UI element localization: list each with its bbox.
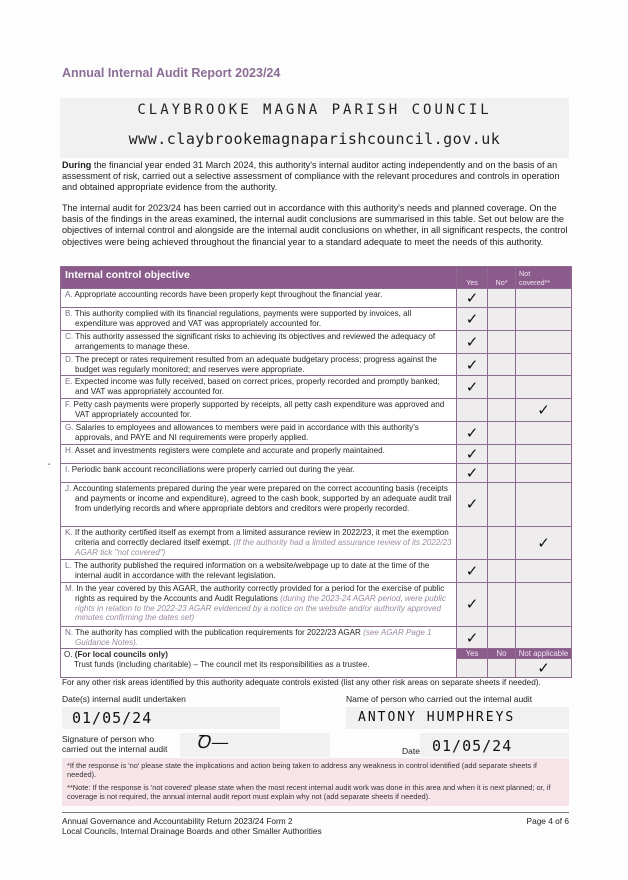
objective-letter: B. [65,309,73,318]
no-checkbox[interactable] [488,353,516,376]
objective-row [61,308,572,331]
objective-o-bold: (For local councils only) [74,650,168,659]
nc-checkbox[interactable] [516,289,572,308]
footnote-not-covered: **Note: If the response is 'not covered' please state when the most recent internal audit work was done in this area and when it is next planned; or, if coverage is not required, the annual internal audit report must explain why not (add separate sheets if needed). [67,783,551,801]
no-checkbox[interactable] [488,376,516,399]
nc-checkbox[interactable] [516,353,572,376]
objective-text-cell [61,330,457,353]
objective-text-cell [61,444,457,463]
nc-checkbox[interactable] [516,463,572,482]
objective-row [61,482,572,526]
authority-name-field[interactable] [60,98,569,158]
objective-letter: K. [65,527,73,537]
no-checkbox[interactable] [488,582,516,626]
page-title: Annual Internal Audit Report 2023/24 [62,66,281,80]
yes-checkbox[interactable]: ✓ [457,444,488,463]
objective-letter: F. [65,400,72,410]
authority-website-handwritten: www.claybrookemagnaparishcouncil.gov.uk [128,130,501,148]
no-checkbox[interactable] [488,308,516,331]
objective-letter: I. [65,464,70,474]
objective-text: Appropriate accounting records have been properly kept throughout the financial year. [74,290,383,299]
objective-row [61,559,572,582]
objective-text-cell [61,308,457,331]
no-checkbox[interactable] [488,482,516,526]
objective-text: In the year covered by this AGAR, the authority correctly provided for a period for the exercise of public rights as required by the Accounts and Audit Regulations [75,583,445,603]
objective-text-cell [61,463,457,482]
authority-name-handwritten: CLAYBROOKE MAGNA PARISH COUNCIL [137,102,492,118]
objective-text: Petty cash payments were properly supported by receipts, all petty cash expenditure was approved and VAT appropriately accounted for. [73,400,445,420]
other-risk-statement: For any other risk areas identified by this authority adequate controls existed (list any other risk areas on separate sheets if needed). [62,678,541,687]
objective-row [61,626,572,649]
no-checkbox[interactable] [488,422,516,445]
objective-letter: L. [65,560,72,570]
objective-text: Salaries to employees and allowances to members were paid in accordance with this authority's approvals, and PAYE and NI requirements were properly applied. [75,423,419,442]
objective-text: Periodic bank account reconciliations were properly carried out during the year. [71,464,355,474]
objective-text: The authority has complied with the publication requirements for 2022/23 AGAR [75,627,361,637]
no-checkbox[interactable] [488,399,516,422]
objective-letter: C. [65,331,74,341]
objective-text-cell [61,482,457,526]
signature-label: Signature of person who carried out the internal audit [62,734,168,754]
objective-letter: A. [65,290,73,299]
header-o-no: No [488,649,516,659]
intro-paragraph-2: The internal audit for 2023/24 has been carried out in accordance with this authority's needs and planned coverage. On the basis of the findings in the areas examined, the internal audit conclusions are summarised in this table. Set out below are the objectives of internal control and alongside are the internal audit conclusions on whether, in all significant respects, the control objectives were being achieved throughout the financial year to a standard adequate to meet the needs of this authority. [62,203,568,247]
objective-text-cell [61,582,457,626]
o-no-checkbox[interactable] [488,659,516,678]
signature-date-value: 01/05/24 [432,737,513,755]
objective-row [61,376,572,399]
objective-text-cell [61,626,457,649]
objective-text: The precept or rates requirement resulted from an adequate budgetary process; progress against the budget was regularly monitored; and reserves were appropriate. [75,354,437,374]
objective-row [61,526,572,559]
objective-letter: G. [65,423,74,433]
objective-letter: M. [65,583,74,593]
objective-row [61,463,572,482]
yes-checkbox[interactable]: ✓ [457,582,488,626]
objective-row [61,582,572,626]
nc-checkbox[interactable] [516,422,572,445]
yes-checkbox[interactable]: ✓ [457,463,488,482]
audit-dates-label: Date(s) internal audit undertaken [62,694,186,704]
objective-text: This authority assessed the significant risks to achieving its objectives and reviewed the adequacy of arrangements to manage these. [75,331,436,351]
footnote-no: *If the response is 'no' please state the implications and action being taken to address any weakness in control identified (add separate sheets if needed). [67,761,537,779]
objective-note: (If the authority had a limited assurance review of its 2022/23 AGAR tick "not covered") [75,537,452,557]
no-checkbox[interactable] [488,330,516,353]
no-checkbox[interactable] [488,463,516,482]
objective-o [61,649,457,678]
objective-letter: E. [65,377,73,387]
objective-letter: H. [65,445,74,455]
objective-text: Accounting statements prepared during the year were prepared on the correct accounting basis (receipts and payments or income and expenditure), agreed to the cash book, supported by an adequate audit trail from underlying records and where appropriate debtors and creditors were properly recorded. [73,483,452,513]
scan-speck: ▪ [48,462,51,468]
objective-letter: J. [65,483,72,493]
no-checkbox[interactable] [488,444,516,463]
no-checkbox[interactable] [488,559,516,582]
objective-note: (during the 2023-24 AGAR period, were public rights in relation to the 2022-23 AGAR evidenced by a notice on the website and/or authority approved minutes confirming the dates set) [75,593,446,623]
objective-text: Asset and investments registers were complete and accurate and properly maintained. [74,445,385,455]
no-checkbox[interactable] [488,626,516,649]
nc-checkbox[interactable] [516,376,572,399]
objective-text-cell [61,376,457,399]
objective-text-cell [61,422,457,445]
nc-checkbox[interactable] [516,330,572,353]
objective-text-cell [61,559,457,582]
yes-checkbox[interactable] [457,526,488,559]
yes-checkbox[interactable]: ✓ [457,559,488,582]
objective-text: The authority published the required information on a website/webpage up to date at the time of the internal audit in accordance with the relevant legislation. [73,560,430,580]
objective-o-text: Trust funds (including charitable) – The council met its responsibilities as a trustee. [74,660,370,669]
header-objective: Internal control objective [61,267,457,289]
nc-checkbox[interactable] [516,582,572,626]
objective-text: If the authority certified itself as exempt from a limited assurance review in 2022/23, it met the exemption criteria and correctly declared itself exempt. [74,527,449,547]
nc-checkbox[interactable] [516,444,572,463]
nc-checkbox[interactable] [516,482,572,526]
yes-checkbox[interactable]: ✓ [457,422,488,445]
nc-checkbox[interactable]: ✓ [516,526,572,559]
yes-checkbox[interactable]: ✓ [457,353,488,376]
yes-checkbox[interactable]: ✓ [457,376,488,399]
yes-checkbox[interactable]: ✓ [457,330,488,353]
objective-text-cell [61,289,457,308]
trust-funds-table [60,648,572,678]
objective-text: This authority complied with its financial regulations, payments were supported by invoices, all expenditure was approved and VAT was appropriately accounted for. [74,309,412,328]
nc-checkbox[interactable]: ✓ [516,399,572,422]
signature-date-label: Date [402,746,420,756]
header-o-yes: Yes [457,649,488,659]
objective-letter: D. [65,354,74,364]
objective-row [61,353,572,376]
footnotes-box [62,758,569,806]
objective-row [61,422,572,445]
objective-letter: N. [65,627,74,637]
header-yes: Yes [457,267,488,289]
intro-bold-word: During [62,160,92,170]
yes-checkbox[interactable]: ✓ [457,289,488,308]
yes-checkbox[interactable]: ✓ [457,482,488,526]
internal-control-table [60,266,572,650]
signature-value: Ꝺ— [196,732,230,753]
objective-row [61,444,572,463]
footer-divider [62,812,569,813]
nc-checkbox[interactable] [516,626,572,649]
audit-dates-value: 01/05/24 [72,709,153,727]
yes-checkbox[interactable] [457,399,488,422]
header-no: No* [488,267,516,289]
header-not-covered: Not covered** [516,267,572,289]
no-checkbox[interactable] [488,289,516,308]
nc-checkbox[interactable] [516,559,572,582]
footer-form-title: Annual Governance and Accountability Return 2023/24 Form 2 Local Councils, Internal Drainage Boards and other Smaller Authorities [62,816,322,836]
page-number: Page 4 of 6 [526,816,569,826]
objective-text-cell [61,353,457,376]
objective-row [61,289,572,308]
auditor-name-label: Name of person who carried out the internal audit [346,694,533,704]
o-na-checkbox[interactable]: ✓ [516,659,572,678]
header-o-na: Not applicable [516,649,572,659]
yes-checkbox[interactable]: ✓ [457,308,488,331]
no-checkbox[interactable] [488,526,516,559]
objective-text-cell [61,399,457,422]
intro-paragraph-1 [62,160,570,194]
objective-text: Expected income was fully received, based on correct prices, properly recorded and promptly banked; and VAT was appropriately accounted for. [74,377,440,397]
objective-note: (see AGAR Page 1 Guidance Notes). [75,627,432,647]
nc-checkbox[interactable] [516,308,572,331]
o-yes-checkbox[interactable] [457,659,488,678]
intro-paragraph-1-text: the financial year ended 31 March 2024, this authority's internal auditor acting independently and on the basis of an assessment of risk, carried out a selective assessment of compliance with the relevant procedures and controls in operation and obtained appropriate evidence from the authority. [62,160,560,193]
objective-letter: O. [64,650,73,659]
auditor-name-value: ANTONY HUMPHREYS [358,710,516,725]
yes-checkbox[interactable]: ✓ [457,626,488,649]
objective-text-cell [61,526,457,559]
objective-row [61,330,572,353]
objective-row [61,399,572,422]
